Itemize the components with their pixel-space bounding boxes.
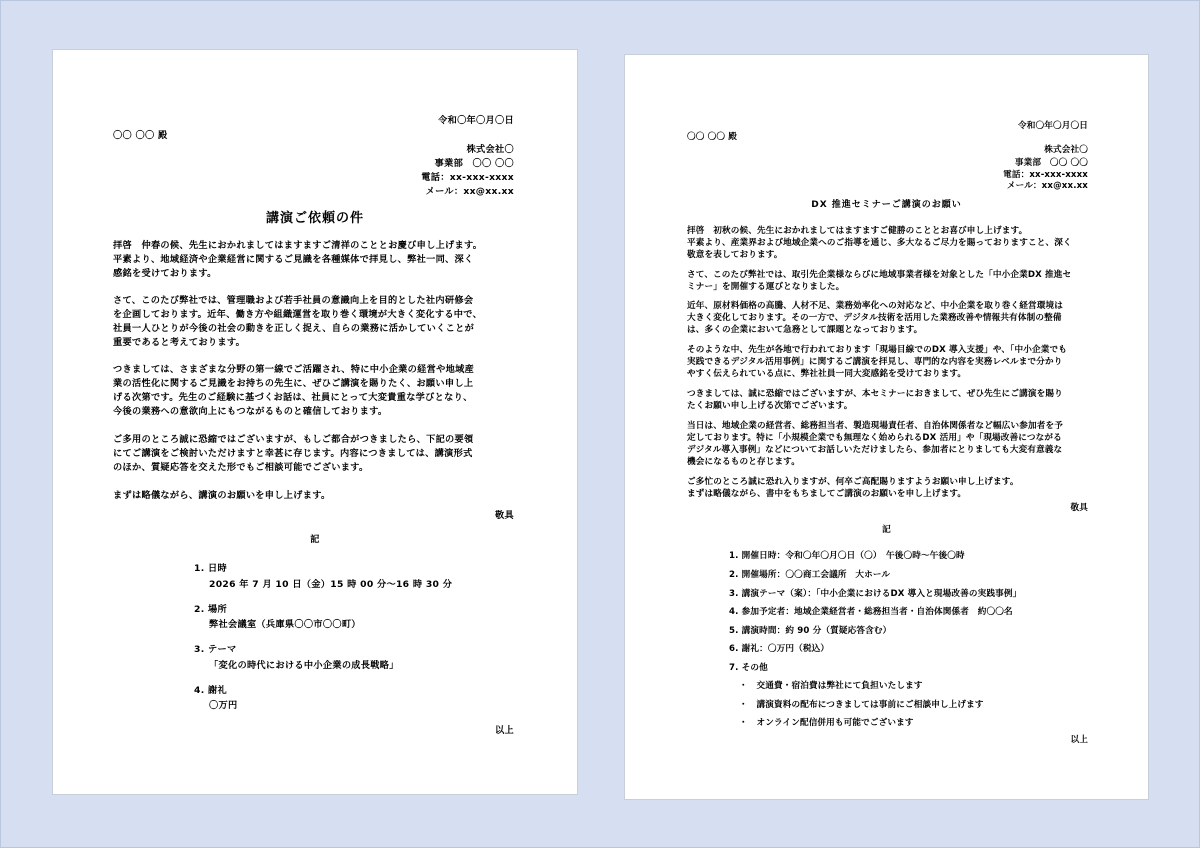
body-line: 拝啓 仲春の候、先生におかれましてはますますご清祥のこととお慶び申し上げます。: [113, 240, 483, 251]
item-line: 4. 参加予定者：地域企業経営者・総務担当者・自治体関係者 約〇〇名: [729, 607, 1013, 617]
body-line: にてご講演をご検討いただけますと幸甚に存じます。内容につきましては、講演形式: [113, 448, 473, 459]
sender-mail: メール：xx@xx.xx: [1006, 181, 1088, 191]
item-label: 1. 日時: [194, 563, 227, 574]
end-ijo: 以上: [1070, 735, 1088, 745]
body-line: は、多くの企業において急務として課題となっております。: [687, 325, 923, 335]
date: 令和〇年〇月〇日: [438, 115, 514, 126]
other-bullet: ・ オンライン配信併用も可能でございます: [739, 718, 914, 728]
body-line: 定しております。特に「小規模企業でも無理なく始められるDX 活用」や「現場改善につながる: [687, 433, 1062, 443]
ki-heading: 記: [882, 525, 891, 535]
body-line: 今後の業務への意欲向上にもつながるものと確信しております。: [113, 406, 388, 417]
body-line: 実践できるデジタル活用事例」に関するご講演を拝見し、専門的な内容を実務レベルまで分かり: [687, 357, 1063, 367]
body-line: 平素より、産業界および地域企業へのご指導を通じ、多大なるご尽力を賜っておりますこと、深く: [687, 238, 1072, 248]
body-line: 敬意を表しております。: [687, 250, 783, 260]
item-line: 3. 講演テーマ（案）：「中小企業におけるDX 導入と現場改善の実践事例」: [729, 589, 1022, 599]
body-line: つきましては、誠に恐縮ではございますが、本セミナーにおきまして、ぜひ先生にご講演を賜り: [687, 389, 1063, 399]
date: 令和〇年〇月〇日: [1018, 121, 1088, 131]
sender-company: 株式会社〇: [466, 144, 514, 155]
sender-dept: 事業部 〇〇 〇〇: [1014, 158, 1088, 168]
item-line: 7. その他: [729, 663, 768, 673]
body-line: ミナー」を開催する運びとなりました。: [687, 282, 845, 292]
sender-dept: 事業部 〇〇 〇〇: [434, 158, 514, 169]
item-label: 3. テーマ: [194, 644, 237, 655]
ki-heading: 記: [310, 534, 320, 545]
body-line: たくお願い申し上げる次第でございます。: [687, 401, 853, 411]
item-line: 1. 開催日時：令和〇年〇月〇日（〇） 午後〇時～午後〇時: [729, 551, 965, 561]
item-line: 6. 謝礼：〇万円（税込）: [729, 644, 830, 654]
item-value: 〇万円: [209, 700, 238, 711]
item-line: 5. 講演時間：約 90 分（質疑応答含む）: [729, 626, 892, 636]
item-label: 2. 場所: [194, 604, 227, 615]
letter-title: 講演ご依頼の件: [265, 211, 364, 226]
body-line: を企画しております。近年、働き方や組織運営を取り巻く環境が大きく変化する中で、: [113, 309, 483, 320]
other-bullet: ・ 講演資料の配布につきましては事前にご相談申し上げます: [739, 700, 984, 710]
body-line: ご多忙のところ誠に恐れ入りますが、何卒ご高配賜りますようお願い申し上げます。: [687, 477, 1019, 487]
body-line: デジタル導入事例」などについてお話しいただけましたら、参加者にとりましても大変有意義な: [687, 445, 1063, 455]
recipient: 〇〇 〇〇 殿: [113, 130, 168, 141]
end-ijo: 以上: [495, 725, 514, 736]
sender-tel: 電話：xx-xxx-xxxx: [1003, 170, 1088, 180]
body-line: まずは略儀ながら、書中をもちましてご講演のお願いを申し上げます。: [687, 489, 967, 499]
body-line: さて、このたび弊社では、取引先企業様ならびに地域事業者様を対象とした「中小企業DX 推進セ: [687, 270, 1072, 280]
letter-page-1: [52, 49, 578, 795]
body-line: げる次第です。先生のご経験に基づくお話は、社員にとって大変貴重な学びとなり、: [113, 392, 473, 403]
body-line: 機会になるものと存じます。: [687, 457, 800, 467]
item-label: 4. 謝礼: [194, 685, 227, 696]
body-line: 重要であると考えております。: [113, 337, 246, 348]
sender-company: 株式会社〇: [1044, 145, 1088, 155]
body-line: まずは略儀ながら、講演のお願いを申し上げます。: [113, 490, 331, 501]
other-bullet: ・ 交通費・宿泊費は弊社にて負担いたします: [739, 681, 923, 691]
body-line: ご多用のところ誠に恐縮ではございますが、もしご都合がつきましたら、下記の要領: [113, 434, 474, 445]
item-line: 2. 開催場所：〇〇商工会議所 大ホール: [729, 570, 891, 580]
recipient: 〇〇 〇〇 殿: [687, 132, 738, 142]
item-value: 弊社会議室（兵庫県〇〇市〇〇町）: [209, 619, 361, 630]
body-line: 業の活性化に関するご見識をお持ちの先生に、ぜひご講演を賜りたく、お願い申し上: [113, 378, 474, 389]
body-line: そのような中、先生が各地で行われております「現場目線でのDX 導入支援」や、「中小企業でも: [687, 345, 1067, 355]
body-line: 近年、原材料価格の高騰、人材不足、業務効率化への対応など、中小企業を取り巻く経営環境は: [687, 301, 1063, 311]
body-line: 拝啓 初秋の候、先生におかれましてはますますご健勝のこととお喜び申し上げます。: [687, 226, 1028, 236]
letter-title: DX 推進セミナーご講演のお願い: [811, 200, 962, 210]
letter-page-2: [624, 54, 1149, 800]
body-line: さて、このたび弊社では、管理職および若手社員の意識向上を目的とした社内研修会: [113, 295, 474, 306]
sender-mail: メール：xx@xx.xx: [425, 186, 514, 197]
body-line: つきましては、さまざまな分野の第一線でご活躍され、特に中小企業の経営や地域産: [113, 364, 475, 375]
body-line: のほか、質疑応答を交えた形でもご相談可能でございます。: [113, 462, 369, 473]
body-line: やすく伝えられている点に、弊社社員一同大変感銘を受けております。: [687, 369, 967, 379]
body-line: 感銘を受けております。: [113, 268, 217, 279]
closing-keigu: 敬具: [495, 510, 514, 521]
item-value: 2026 年 7 月 10 日（金）15 時 00 分～16 時 30 分: [209, 579, 453, 590]
item-value: 「変化の時代における中小企業の成長戦略」: [209, 660, 399, 671]
closing-keigu: 敬具: [1070, 503, 1088, 513]
sender-tel: 電話：xx-xxx-xxxx: [421, 172, 514, 183]
body-line: 大きく変化しております。その一方で、デジタル技術を活用した業務改善や情報共有体制の整備: [687, 313, 1062, 323]
body-line: 社員一人ひとりが今後の社会の動きを正しく捉え、自らの業務に活かしていくことが: [113, 323, 475, 334]
body-line: 当日は、地域企業の経営者、総務担当者、製造現場責任者、自治体関係者など幅広い参加者を予: [687, 421, 1063, 431]
body-line: 平素より、地域経済や企業経営に関するご見識を各種媒体で拝見し、弊社一同、深く: [113, 254, 474, 265]
